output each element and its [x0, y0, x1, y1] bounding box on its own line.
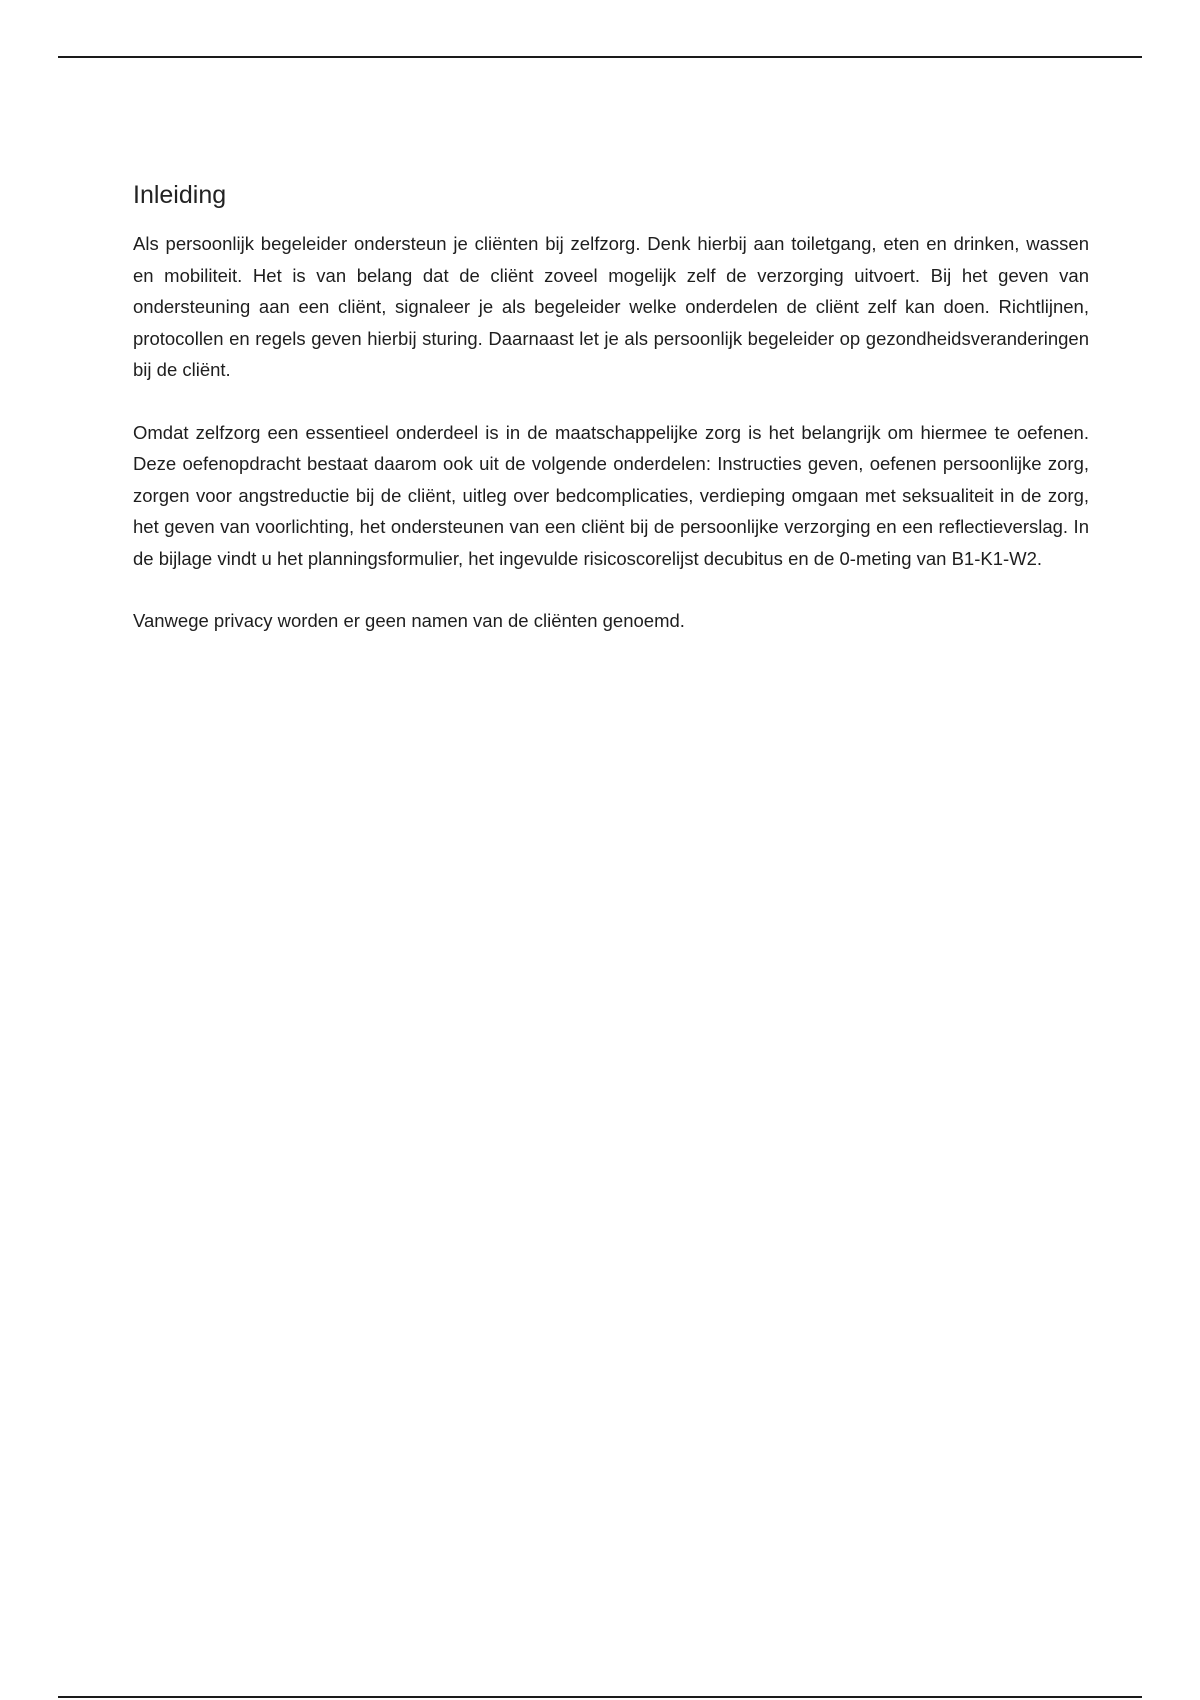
paragraph-components: Omdat zelfzorg een essentieel onderdeel is in de maatschappelijke zorg is het belangrijk om hiermee te oefenen. Deze oefenopdracht bestaat daarom ook uit de volgende onderdelen: Instructies geven, oefenen persoonlijke zorg, zorgen voor angstreductie bij de cliënt, uitleg over bedcomplicaties, verdieping omgaan met seksualiteit in de zorg, het geven van voorlichting, het ondersteunen van een cliënt bij de persoonlijke verzorging en een reflectieverslag. In de bijlage vindt u het planningsformulier, het ingevulde risicoscorelijst decubitus en de 0-meting van B1-K1-W2. [133, 421, 1089, 569]
paragraph-privacy: Vanwege privacy worden er geen namen van de cliënten genoemd. [133, 610, 685, 631]
footer-rule [58, 1696, 1142, 1698]
page-body [133, 178, 1089, 668]
header-rule [58, 56, 1142, 58]
paragraph-intro: Als persoonlijk begeleider ondersteun je cliënten bij zelfzorg. Denk hierbij aan toiletgang, eten en drinken, wassen en mobiliteit. Het is van belang dat de cliënt zoveel mogelijk zelf de verzorging uitvoert. Bij het geven van ondersteuning aan een cliënt, signaleer je als begeleider welke onderdelen de cliënt zelf kan doen. Richtlijnen, protocollen en regels geven hierbij sturing. Daarnaast let je als persoonlijk begeleider op gezondheidsveranderingen bij de cliënt. [133, 233, 1089, 380]
section-heading: Inleiding [133, 181, 227, 209]
